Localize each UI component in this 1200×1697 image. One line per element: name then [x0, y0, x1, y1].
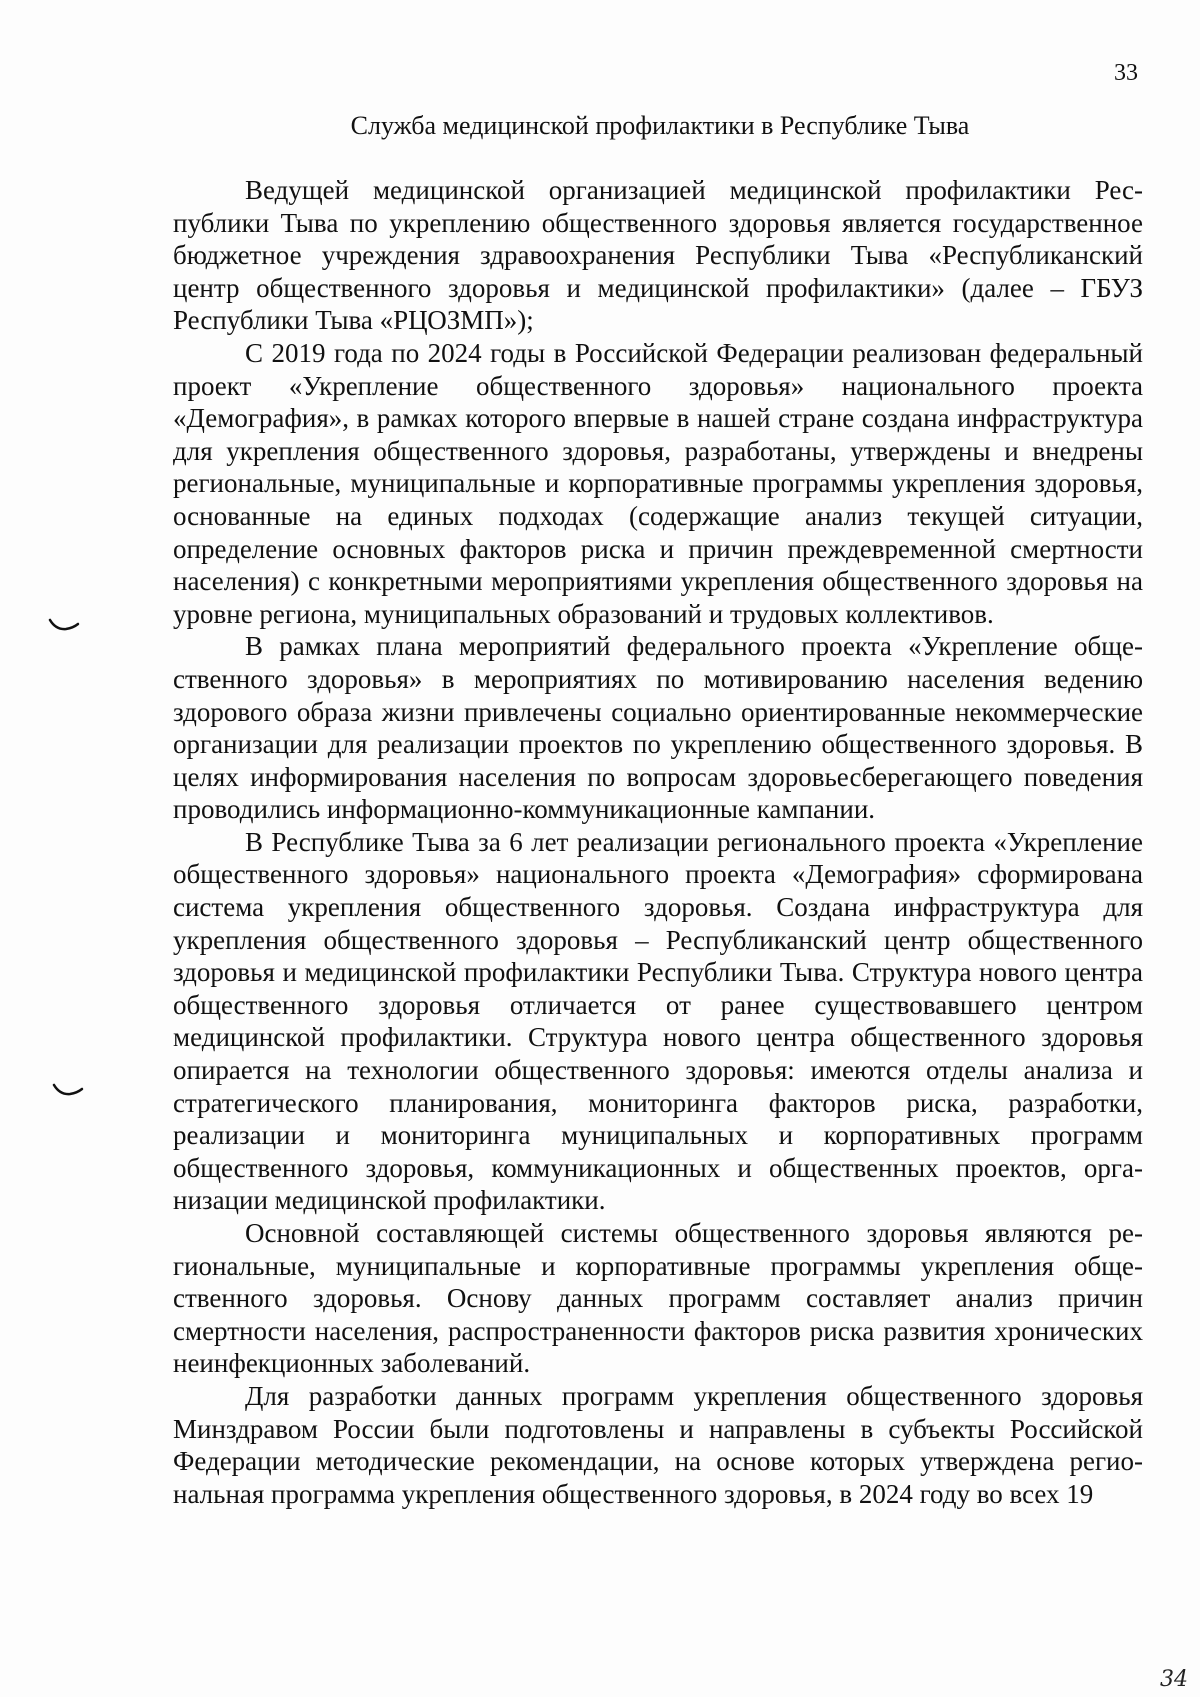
body-text: [173, 174, 1143, 1510]
page-number: 33: [1114, 60, 1138, 86]
paragraph-6: Для разработки данных программ укрепления общественного здоровья Минздравом России были подготовлены и направлены в субъекты Российской Федерации методические рекомендации, на основе которых утверждена региональная программа укрепления общественного здоровья, в 2024 году во всех 19: [173, 1380, 1143, 1509]
paragraph-5: Основной составляющей системы общественного здоровья являются региональные, муниципальные и корпоративные программы укрепления общественного здоровья. Основу данных программ составляет анализ причин смертности населения, распространенности факторов риска развития хронических неинфекционных заболеваний.: [173, 1218, 1143, 1379]
pen-checkmark-icon: [52, 1083, 84, 1097]
paragraph-3: В рамках плана мероприятий федерального проекта «Укрепление общественного здоровья» в мероприятиях по мотивированию населения ведению здорового образа жизни привлечены социально ориентированные некоммерческие организации для реализации проектов по укреплению общественного здоровья. В целях информирования населения по вопросам здоровьесберегающего поведения проводились информационно-коммуникационные кампании.: [173, 631, 1143, 825]
paragraph-1: Ведущей медицинской организацией медицинской профилактики Республики Тыва по укреплению общественного здоровья является государственное бюджетное учреждения здравоохранения Республики Тыва «Республиканский центр общественного здоровья и медицинской профилактики» (далее – ГБУЗ Республики Тыва «РЦОЗМП»);: [173, 175, 1143, 336]
paragraph-4: В Республике Тыва за 6 лет реализации регионального проекта «Укрепление общественного здоровья» национального проекта «Демография» сформирована система укрепления общественного здоровья. Создана инфраструктура для укрепления общественного здоровья – Республиканский центр общественного здоровья и медицинской профилактики Республики Тыва. Структура нового центра общественного здоровья отличается от ранее существовавшего центром медицинской профилактики. Структура нового центра общественного здоровья опирается на технологии общественного здоровья: имеются отделы анализа и стратегического планирования, мониторинга факторов риска, разработки, реализации и мониторинга муниципальных и корпоративных программ общественного здоровья, коммуникационных и общественных проектов, организации медицинской профилактики.: [173, 826, 1143, 1216]
paragraph-2: С 2019 года по 2024 годы в Российской Федерации реализован федеральный проект «Укрепление общественного здоровья» национального проекта «Демография», в рамках которого впервые в нашей стране создана инфраструктура для укрепления общественного здоровья, разработаны, утверждены и внедрены региональные, муниципальные и корпоративные программы укрепления здоровья, основанные на единых подходах (содержащие анализ текущей ситуации, определение основных факторов риска и причин преждевременной смертности населения) с конкретными мероприятиями укрепления общественного здоровья на уровне региона, муниципальных образований и трудовых коллективов.: [173, 337, 1143, 629]
section-title: Служба медицинской профилактики в Республике Тыва: [350, 111, 970, 140]
pen-checkmark-icon: [48, 618, 80, 632]
handwritten-page-number: 34: [1160, 1667, 1188, 1692]
